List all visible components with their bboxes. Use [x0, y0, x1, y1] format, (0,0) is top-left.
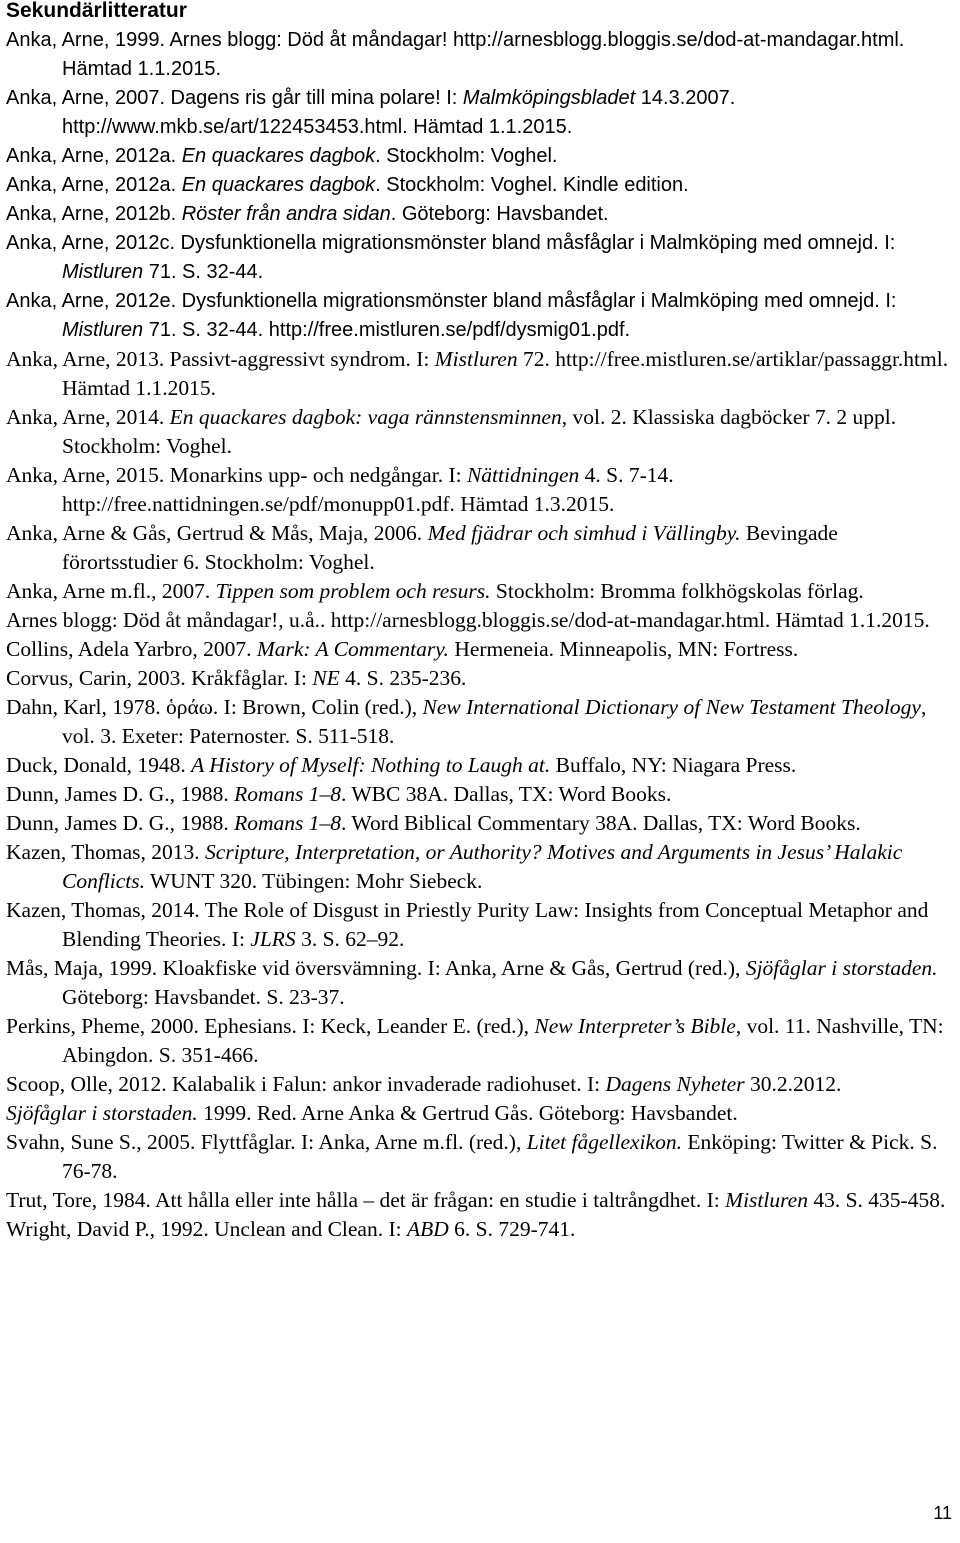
reference-entry — [6, 1215, 956, 1244]
reference-text: Dunn, James D. G., 1988. — [6, 811, 235, 835]
reference-text: 6. S. 729-741. — [448, 1217, 576, 1241]
reference-text: Trut, Tore, 1984. Att hålla eller inte hålla – det är frågan: en studie i taltrångdhet. I: — [6, 1188, 726, 1212]
reference-title-text: Dagens Nyheter — [605, 1072, 745, 1096]
reference-text: Anka, Arne, 2012b. — [6, 203, 182, 225]
reference-entry — [6, 606, 956, 635]
reference-entry — [6, 635, 956, 664]
reference-text: Svahn, Sune S., 2005. Flyttfåglar. I: Anka, Arne m.fl. (red.), — [6, 1130, 527, 1154]
reference-entry — [6, 838, 956, 896]
reference-text: Corvus, Carin, 2003. Kråkfåglar. I: — [6, 666, 313, 690]
reference-text: Anka, Arne, 2012c. Dysfunktionella migrationsmönster bland måsfåglar i Malmköping med omnejd. I: — [6, 232, 896, 254]
reference-title-text: Litet fågellexikon. — [526, 1130, 682, 1154]
reference-title-text: Mistluren — [62, 319, 144, 341]
reference-title-text: Sjöfåglar i storstaden. — [6, 1101, 198, 1125]
reference-title-text: Mistluren — [434, 347, 518, 371]
reference-entry — [6, 664, 956, 693]
reference-text: Anka, Arne, 1999. Arnes blogg: Död åt måndagar! http://arnesblogg.bloggis.se/dod-at-mandagar.html. Hämtad 1.1.2015. — [6, 29, 905, 80]
reference-text: , vol. 3. Exeter: Paternoster. S. 511-518. — [62, 695, 927, 748]
reference-entry — [6, 1012, 956, 1070]
reference-entry — [6, 229, 956, 287]
reference-title-text: JLRS — [250, 927, 296, 951]
reference-text: Anka, Arne, 2014. — [6, 405, 170, 429]
reference-title-text: En quackares dagbok: vaga rännstensminnen — [169, 405, 562, 429]
reference-text: Dahn, Karl, 1978. ὁράω. I: Brown, Colin (red.), — [6, 695, 423, 719]
reference-title-text: Tippen som problem och resurs. — [215, 579, 491, 603]
reference-text: . Word Biblical Commentary 38A. Dallas, TX: Word Books. — [341, 811, 861, 835]
reference-text: 43. S. 435-458. — [807, 1188, 946, 1212]
reference-text: Anka, Arne, 2012a. — [6, 145, 182, 167]
reference-entry — [6, 519, 956, 577]
reference-entry — [6, 142, 956, 171]
reference-title-text: Malmköpingsbladet — [462, 87, 636, 109]
reference-text: Dunn, James D. G., 1988. — [6, 782, 235, 806]
reference-text: WUNT 320. Tübingen: Mohr Siebeck. — [145, 869, 483, 893]
reference-title-text: Mistluren — [62, 261, 144, 283]
reference-text: Kazen, Thomas, 2014. The Role of Disgust in Priestly Purity Law: Insights from Conceptual Metaphor and Blending Theories. I: — [6, 898, 929, 951]
reference-text: 72. http://free.mistluren.se/artiklar/passaggr.html. Hämtad 1.1.2015. — [62, 347, 949, 400]
reference-entry — [6, 171, 956, 200]
reference-text: Kazen, Thomas, 2013. — [6, 840, 206, 864]
reference-entry — [6, 200, 956, 229]
reference-text: . WBC 38A. Dallas, TX: Word Books. — [341, 782, 672, 806]
reference-text: Anka, Arne, 2007. Dagens ris går till mina polare! I: — [6, 87, 463, 109]
reference-entry — [6, 693, 956, 751]
reference-entry — [6, 780, 956, 809]
reference-text: Duck, Donald, 1948. — [6, 753, 192, 777]
reference-entry — [6, 896, 956, 954]
reference-title-text: NE — [312, 666, 340, 690]
reference-text: Scoop, Olle, 2012. Kalabalik i Falun: ankor invaderade radiohuset. I: — [6, 1072, 606, 1096]
reference-text: 4. S. 7-14. http://free.nattidningen.se/pdf/monupp01.pdf. Hämtad 1.3.2015. — [62, 463, 674, 516]
reference-entry — [6, 1099, 956, 1128]
reference-title-text: Sjöfåglar i storstaden. — [745, 956, 938, 980]
reference-text: 71. S. 32-44. http://free.mistluren.se/pdf/dysmig01.pdf. — [143, 319, 631, 341]
reference-entry — [6, 1070, 956, 1099]
reference-text: Anka, Arne m.fl., 2007. — [6, 579, 216, 603]
reference-entry — [6, 809, 956, 838]
reference-title-text: En quackares dagbok — [181, 145, 376, 167]
reference-title-text: Röster från andra sidan — [181, 203, 391, 225]
reference-title-text: Scripture, Interpretation, or Authority? Motives and Arguments in Jesus’ Halakic Conflicts. — [62, 840, 903, 893]
reference-title-text: New Interpreter’s Bible — [534, 1014, 736, 1038]
reference-entry — [6, 84, 956, 142]
reference-text: Anka, Arne, 2012e. Dysfunktionella migrationsmönster bland måsfåglar i Malmköping med omnejd. I: — [6, 290, 897, 312]
reference-entry — [6, 751, 956, 780]
reference-entry — [6, 26, 956, 84]
reference-text: 14.3.2007. http://www.mkb.se/art/122453453.html. Hämtad 1.1.2015. — [62, 87, 736, 138]
reference-title-text: Romans 1–8 — [234, 811, 342, 835]
reference-text: Collins, Adela Yarbro, 2007. — [6, 637, 257, 661]
reference-text: Anka, Arne, 2013. Passivt-aggressivt syndrom. I: — [6, 347, 435, 371]
reference-title-text: A History of Myself: Nothing to Laugh at. — [191, 753, 551, 777]
reference-title-text: ABD — [406, 1217, 449, 1241]
reference-text: Wright, David P., 1992. Unclean and Clean. I: — [6, 1217, 407, 1241]
reference-entry — [6, 577, 956, 606]
reference-title-text: En quackares dagbok — [181, 174, 376, 196]
reference-text: , vol. 11. Nashville, TN: Abingdon. S. 351-466. — [62, 1014, 944, 1067]
reference-text: 1999. Red. Arne Anka & Gertrud Gås. Göteborg: Havsbandet. — [197, 1101, 738, 1125]
reference-text: Hermeneia. Minneapolis, MN: Fortress. — [448, 637, 799, 661]
reference-text: , vol. 2. Klassiska dagböcker 7. 2 uppl. Stockholm: Voghel. — [62, 405, 897, 458]
reference-text: Enköping: Twitter & Pick. S. 76-78. — [62, 1130, 938, 1183]
reference-text: 71. S. 32-44. — [143, 261, 264, 283]
reference-entry — [6, 287, 956, 345]
reference-entry — [6, 954, 956, 1012]
reference-entry — [6, 1186, 956, 1215]
reference-title-text: Mark: A Commentary. — [256, 637, 449, 661]
reference-text: 4. S. 235-236. — [339, 666, 467, 690]
reference-title-text: New International Dictionary of New Testament Theology — [422, 695, 921, 719]
reference-text: Arnes blogg: Död åt måndagar!, u.å.. http://arnesblogg.bloggis.se/dod-at-mandagar.html. Hämtad 1.1.2015. — [6, 608, 930, 632]
reference-text: Stockholm: Bromma folkhögskolas förlag. — [490, 579, 864, 603]
reference-text: Bevingade förortsstudier 6. Stockholm: Voghel. — [62, 521, 838, 574]
reference-title-text: Mistluren — [725, 1188, 808, 1212]
reference-text: Göteborg: Havsbandet. S. 23-37. — [62, 985, 345, 1009]
reference-list — [6, 26, 956, 1244]
reference-text: Perkins, Pheme, 2000. Ephesians. I: Keck, Leander E. (red.), — [6, 1014, 535, 1038]
reference-text: Anka, Arne, 2015. Monarkins upp- och nedgångar. I: — [6, 463, 467, 487]
reference-entry — [6, 1128, 956, 1186]
page-number: 11 — [933, 1503, 952, 1523]
section-heading: Sekundärlitteratur — [6, 0, 187, 22]
reference-text: Buffalo, NY: Niagara Press. — [550, 753, 797, 777]
reference-entry — [6, 461, 956, 519]
reference-text: . Stockholm: Voghel. — [375, 145, 558, 167]
reference-text: 30.2.2012. — [744, 1072, 842, 1096]
reference-title-text: Romans 1–8 — [234, 782, 342, 806]
reference-text: Anka, Arne, 2012a. — [6, 174, 182, 196]
reference-entry — [6, 403, 956, 461]
reference-entry — [6, 345, 956, 403]
reference-title-text: Med fjädrar och simhud i Vällingby. — [427, 521, 741, 545]
reference-text: . Göteborg: Havsbandet. — [390, 203, 609, 225]
reference-text: Anka, Arne & Gås, Gertrud & Mås, Maja, 2006. — [6, 521, 428, 545]
reference-text: . Stockholm: Voghel. Kindle edition. — [375, 174, 689, 196]
reference-title-text: Nättidningen — [466, 463, 580, 487]
reference-text: Mås, Maja, 1999. Kloakfiske vid översvämning. I: Anka, Arne & Gås, Gertrud (red.), — [6, 956, 746, 980]
reference-text: 3. S. 62–92. — [295, 927, 405, 951]
